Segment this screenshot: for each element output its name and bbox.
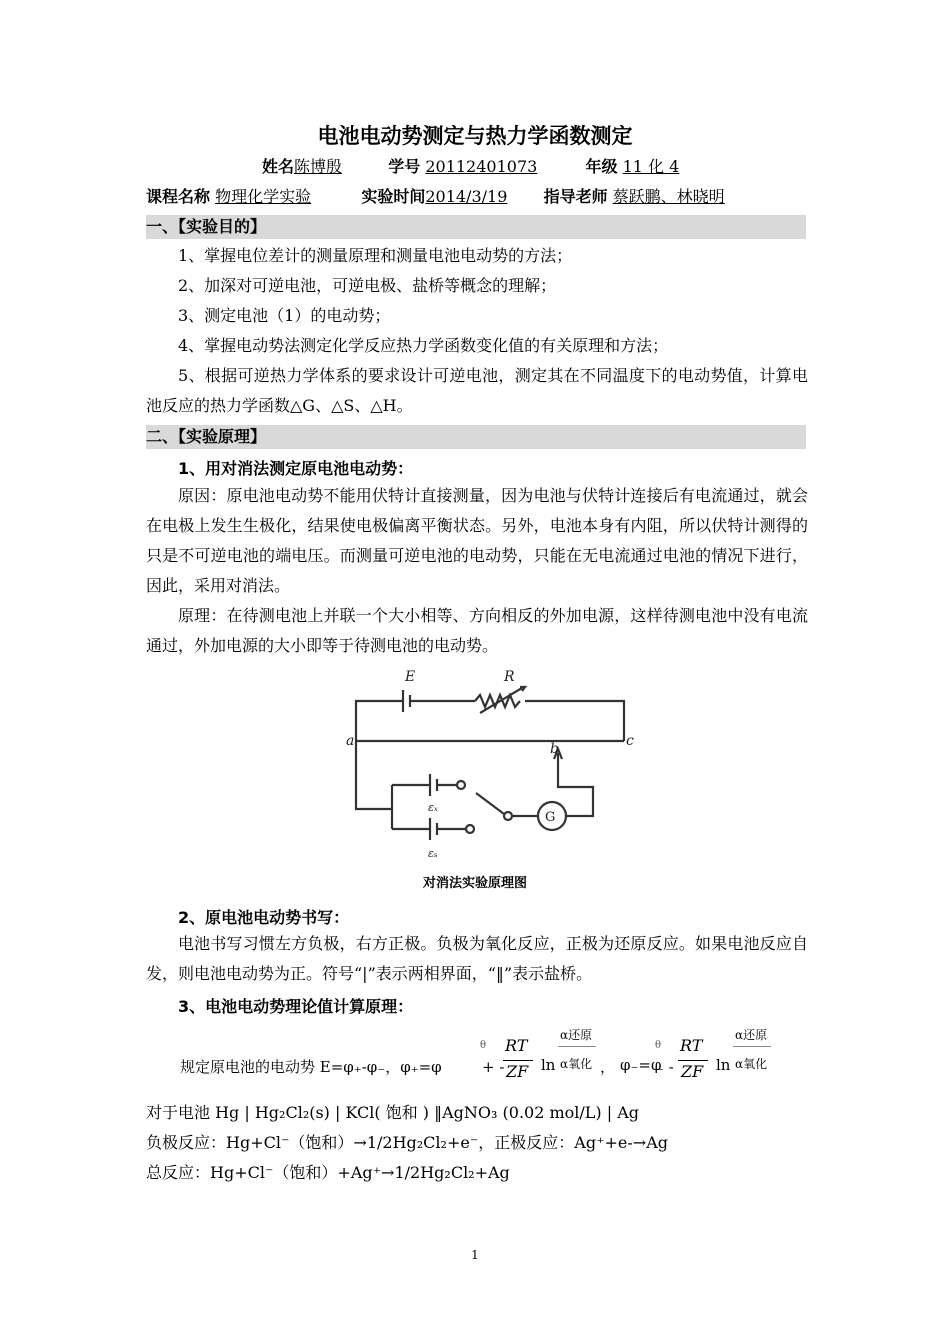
name-value: 陈博殷 [294, 157, 343, 176]
node-b-label: b [550, 741, 559, 757]
subheading-theory: 3、电池电动势理论值计算原理： [178, 997, 414, 1016]
principle-text [146, 481, 808, 661]
reason-paragraph: 原因：原电池电动势不能用伏特计直接测量，因为电池与伏特计连接后有电流通过，就会在电极上发生生极化，结果使电极偏离平衡状态。另外，电池本身有内阻，所以伏特计测得的只是不可逆电池的端电压。而测量可逆电池的电动势，只能在无电流通过电池的情况下进行，因此，采用对消法。 [146, 486, 808, 595]
overall-reaction: 总反应：Hg+Cl⁻（饱和）+Ag⁺→1/2Hg₂Cl₂+Ag [146, 1163, 510, 1182]
rt-numerator: RT [505, 1036, 528, 1055]
electrode-reactions: 负极反应：Hg+Cl⁻（饱和）→1/2Hg₂Cl₂+e⁻，正极反应：Ag⁺+e-→Ag [146, 1133, 668, 1152]
node-a-label: a [346, 733, 355, 749]
diagram-caption: 对消法实验原理图 [422, 876, 527, 891]
fraction-bar [733, 1046, 771, 1047]
galvanometer-label: G [545, 810, 556, 825]
id-value: 20112401073 [425, 157, 538, 176]
course-label: 课程名称 [146, 187, 211, 206]
zf-denominator: ZF [506, 1062, 529, 1081]
zf-denominator: ZF [681, 1062, 704, 1081]
rheostat-label: R [504, 669, 515, 685]
alpha-oxidized: α氧化 [560, 1057, 593, 1071]
purpose-item: 2、加深对可逆电池，可逆电极、盐桥等概念的理解； [178, 276, 557, 295]
time-label: 实验时间 [361, 187, 426, 206]
cell-s-label: εₛ [428, 847, 438, 860]
name-label: 姓名 [262, 157, 295, 176]
compensation-circuit-diagram [340, 663, 640, 863]
theta-symbol: θ [655, 1040, 662, 1051]
subheading-compensation: 1、用对消法测定原电池电动势： [178, 459, 414, 478]
page-number: 1 [471, 1248, 479, 1262]
rt-numerator: RT [680, 1036, 703, 1055]
teacher-value: 蔡跃鹏、林晓明 [612, 187, 725, 206]
plus-minus-sign: + - [482, 1058, 505, 1076]
cell-notation: 对于电池 Hg | Hg₂Cl₂(s) | KCl( 饱和 ) ‖AgNO₃ (0.02 mol/L) | Ag [146, 1103, 640, 1122]
notation-paragraph: 电池书写习惯左方负极，右方正极。负极为氧化反应，正极为还原反应。如果电池反应自发，则电池电动势为正。符号“|”表示两相界面，“‖”表示盐桥。 [146, 934, 808, 983]
alpha-reduced: α还原 [735, 1028, 768, 1042]
purpose-item: 4、掌握电动势法测定化学反应热力学函数变化值的有关原理和方法； [178, 336, 669, 355]
fraction-bar [503, 1060, 533, 1061]
id-label: 学号 [388, 157, 421, 176]
alpha-oxidized: α氧化 [735, 1057, 768, 1071]
subheading-notation: 2、原电池电动势书写： [178, 908, 350, 927]
battery-label: E [405, 669, 416, 685]
grade-value: 11 化 4 [622, 157, 680, 176]
section-heading-principle: 二、【实验原理】 [146, 425, 806, 449]
student-info-row [262, 152, 924, 182]
fraction-bar [678, 1060, 708, 1061]
grade-label: 年级 [585, 157, 618, 176]
ln-symbol: ln [541, 1056, 556, 1074]
purpose-list [146, 241, 808, 421]
teacher-label: 指导老师 [543, 187, 608, 206]
principle-paragraph: 原理：在待测电池上并联一个大小相等、方向相反的外加电源，这样待测电池中没有电流通过，外加电源的大小即等于待测电池的电动势。 [146, 606, 808, 655]
fraction-bar [558, 1046, 596, 1047]
course-info-row [146, 182, 808, 212]
minus-sign: ₋ - [656, 1058, 674, 1076]
purpose-item: 3、测定电池（1）的电动势； [178, 306, 391, 325]
node-c-label: c [626, 733, 634, 749]
ln-symbol: ln [716, 1056, 731, 1074]
formula-separator: ， [600, 1058, 616, 1076]
page-title: 电池电动势测定与热力学函数测定 [317, 124, 633, 148]
theta-symbol: θ [480, 1040, 487, 1051]
notation-text [146, 929, 808, 989]
time-value: 2014/3/19 [425, 187, 508, 206]
cell-x-label: εₓ [428, 801, 438, 814]
purpose-item: 1、掌握电位差计的测量原理和测量电池电动势的方法； [178, 246, 573, 265]
emf-formula-lead: 规定原电池的电动势 E=φ₊-φ₋，φ₊=φ [180, 1058, 442, 1076]
alpha-reduced: α还原 [560, 1028, 593, 1042]
purpose-item: 5、根据可逆热力学体系的要求设计可逆电池，测定其在不同温度下的电动势值，计算电池反应的热力学函数△G、△S、△H。 [146, 366, 808, 415]
section-heading-purpose: 一、【实验目的】 [146, 215, 806, 239]
course-value: 物理化学实验 [215, 187, 312, 206]
phi-minus-lead: φ₋=φ [620, 1056, 662, 1074]
